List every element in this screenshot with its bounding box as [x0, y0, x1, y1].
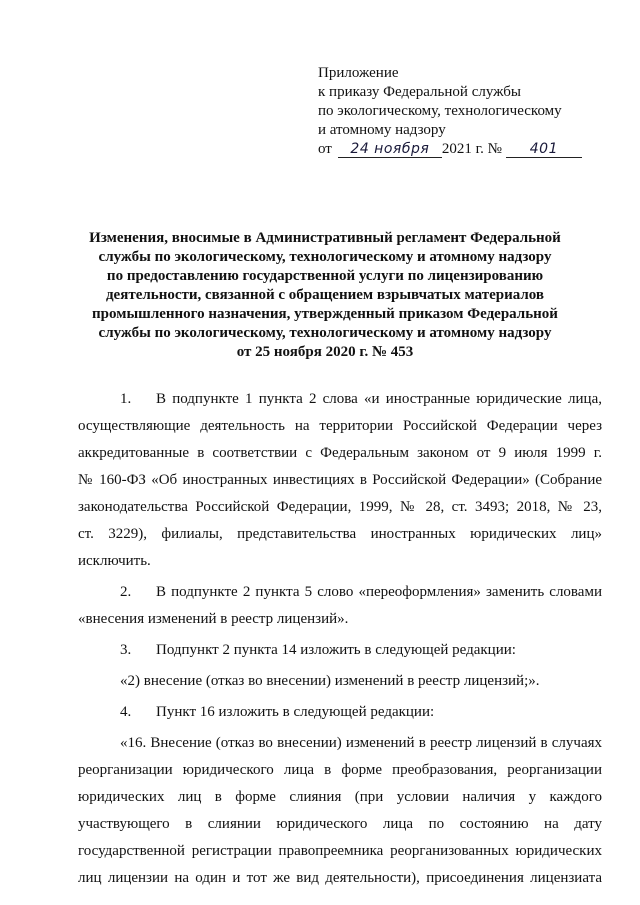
handwritten-order-number: 401 [506, 142, 582, 158]
item-1-line: ст. 3229), филиалы, представительства иностранных юридических лиц» [78, 526, 602, 542]
item-1-line: № 160-ФЗ «Об иностранных инвестициях в Российской Федерации» (Собрание [78, 472, 602, 488]
item-3-quote: «2) внесение (отказ во внесении) изменений в реестр лицензий;». [120, 673, 540, 689]
appendix-header [318, 64, 618, 159]
item-4-line: 4. Пункт 16 изложить в следующей редакции: [78, 699, 602, 726]
item-1-line: исключить. [78, 553, 151, 569]
appendix-line-1: Приложение [318, 65, 399, 81]
item-2-line: 2. В подпункте 2 пункта 5 слово «переоформления» заменить словами [78, 579, 602, 606]
item-1-line: осуществляющие деятельность на территории Российской Федерации через [78, 418, 602, 434]
title-line: Изменения, вносимые в Административный регламент Федеральной [89, 230, 561, 246]
item-16-line: юридических лиц в форме слияния (при условии наличия у каждого [78, 789, 602, 805]
item-2-line: «внесения изменений в реестр лицензий». [78, 611, 349, 627]
order-date-line [318, 140, 618, 159]
appendix-line-3: по экологическому, технологическому [318, 103, 562, 119]
title-line: деятельности, связанной с обращением взрывчатых материалов [105, 287, 545, 303]
document-body [78, 386, 602, 892]
item-16-line: государственной регистрации правопреемника реорганизованных юридических [78, 843, 602, 859]
item-3-line: 3. Подпункт 2 пункта 14 изложить в следующей редакции: [78, 637, 602, 664]
item-number: 3. [120, 642, 132, 658]
title-line: службы по экологическому, технологическому и атомному надзору [98, 249, 552, 265]
item-16-line: реорганизации юридического лица в форме преобразования, реорганизации [78, 762, 602, 778]
title-line: от 25 ноября 2020 г. № 453 [236, 344, 414, 360]
item-number: 4. [120, 704, 132, 720]
title-line: службы по экологическому, технологическому и атомному надзору [98, 325, 552, 341]
appendix-line-2: к приказу Федеральной службы [318, 84, 522, 100]
item-16-line: участвующего в слиянии юридического лица по состоянию на дату [78, 816, 602, 832]
item-number: 2. [120, 584, 132, 600]
item-1-line: аккредитованные в соответствии с Федеральным законом от 9 июля 1999 г. [78, 445, 602, 461]
title-line: промышленного назначения, утвержденный приказом Федеральной [92, 306, 558, 322]
item-1-line: 1. В подпункте 1 пункта 2 слова «и иностранные юридические лица, [78, 386, 602, 413]
item-number: 1. [120, 391, 132, 407]
date-prefix: от [318, 141, 332, 157]
item-16-line: «16. Внесение (отказ во внесении) изменений в реестр лицензий в случаях [120, 735, 602, 751]
item-1-line: законодательства Российской Федерации, 1999, № 28, ст. 3493; 2018, № 23, [78, 499, 602, 515]
document-title [70, 229, 580, 362]
appendix-line-4: и атомному надзору [318, 122, 446, 138]
item-16-line: лиц лицензии на один и тот же вид деятельности), присоединения лицензиата [78, 870, 602, 886]
title-line: по предоставлению государственной услуги по лицензированию [106, 268, 544, 284]
date-year: 2021 г. № [441, 141, 502, 157]
handwritten-date: 24 ноября [338, 142, 442, 158]
